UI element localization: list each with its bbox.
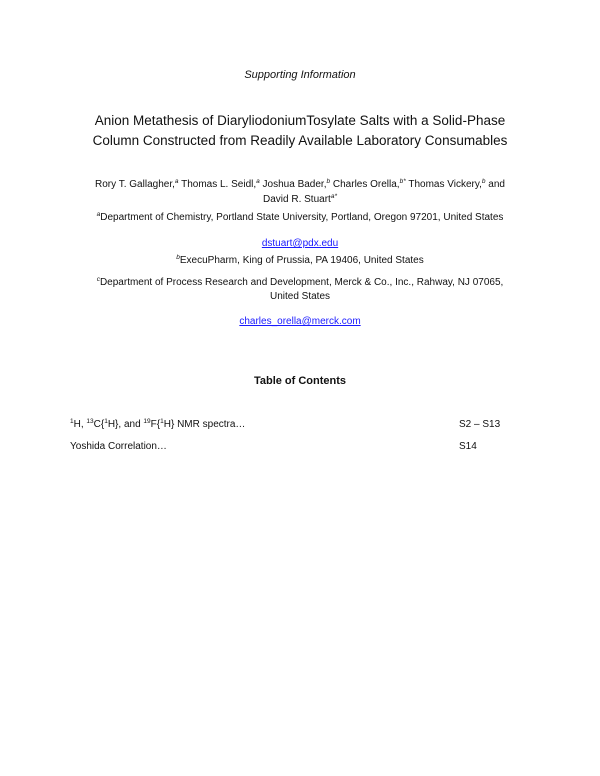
toc-row-label: Yoshida Correlation… — [70, 441, 167, 452]
email-orella-wrap — [0, 311, 600, 329]
affiliation-b — [0, 254, 600, 268]
affiliation-sup: b — [176, 254, 180, 261]
author-name: Charles Orella, — [330, 179, 400, 190]
toc-row-page: S14 — [459, 441, 477, 452]
toc-sup: 13 — [86, 418, 94, 425]
affiliation-text: Department of Chemistry, Portland State University, Portland, Oregon 97201, United States — [100, 212, 504, 223]
toc-sup: 1 — [104, 418, 108, 425]
toc-row-label — [70, 419, 245, 430]
paper-title — [0, 111, 600, 151]
toc-text: H} NMR spectra… — [163, 419, 246, 430]
author-name: and — [485, 179, 505, 190]
email-stuart-wrap — [0, 233, 600, 251]
affiliation-c — [0, 276, 600, 304]
author-name: Joshua Bader, — [259, 179, 327, 190]
author-sup: a* — [330, 193, 337, 200]
toc-row — [70, 441, 530, 455]
email-link-orella[interactable]: charles_orella@merck.com — [239, 316, 361, 327]
toc-sup: 1 — [70, 418, 74, 425]
author-name: Thomas L. Seidl, — [178, 179, 257, 190]
author-line-1 — [0, 177, 600, 192]
toc-row — [70, 419, 530, 433]
supporting-information-header: Supporting Information — [244, 69, 356, 81]
title-line-1: Anion Metathesis of DiaryliodoniumTosylate Salts with a Solid-Phase — [94, 113, 506, 128]
affiliation-text: ExecuPharm, King of Prussia, PA 19406, United States — [179, 255, 424, 266]
author-sup: b — [326, 178, 331, 185]
toc-text: F{ — [150, 419, 161, 430]
author-sup: a — [256, 178, 260, 185]
author-name: David R. Stuart — [263, 194, 331, 205]
author-name: Thomas Vickery, — [405, 179, 482, 190]
author-line-2 — [0, 192, 600, 207]
email-link-stuart[interactable]: dstuart@pdx.edu — [261, 238, 339, 249]
toc-title: Table of Contents — [253, 375, 347, 387]
author-sup: a — [174, 178, 179, 185]
author-list — [0, 177, 600, 207]
affiliation-c-line-2: United States — [269, 291, 331, 302]
toc-text: C{ — [93, 419, 105, 430]
toc-text: H}, and — [107, 419, 144, 430]
affiliation-c-line-1 — [0, 276, 600, 290]
affiliation-sup: a — [96, 211, 101, 218]
toc-row-page: S2 – S13 — [459, 419, 501, 430]
toc-text: H, — [73, 419, 87, 430]
author-sup: b — [481, 178, 486, 185]
author-name: Rory T. Gallagher, — [95, 179, 175, 190]
toc-sup: 19 — [143, 418, 151, 425]
title-line-2: Column Constructed from Readily Available Laboratory Consumables — [92, 133, 508, 148]
toc-sup: 1 — [160, 418, 164, 425]
affiliation-text: Department of Process Research and Development, Merck & Co., Inc., Rahway, NJ 07065, — [99, 277, 504, 288]
affiliation-sup: c — [96, 276, 100, 283]
author-sup: b* — [399, 178, 406, 185]
affiliation-a — [0, 211, 600, 225]
